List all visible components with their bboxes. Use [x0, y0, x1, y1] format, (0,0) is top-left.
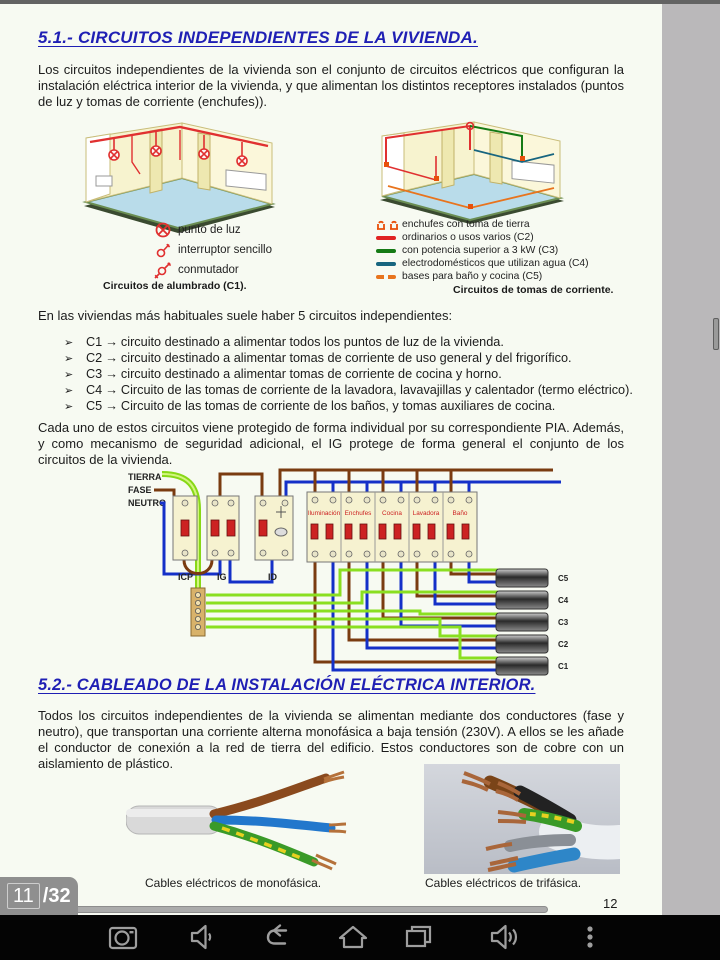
document-page[interactable] [0, 4, 662, 915]
section-5-1-title: 5.1.- CIRCUITOS INDEPENDIENTES DE LA VIVIENDA. [38, 28, 478, 47]
android-navigation-bar [0, 915, 720, 960]
svg-text:C1: C1 [558, 662, 569, 671]
sockets-legend [376, 218, 589, 283]
svg-text:ICP: ICP [178, 572, 194, 582]
circuit-list [64, 335, 633, 415]
svg-text:C2: C2 [558, 640, 569, 649]
current-page-box[interactable]: 11 [7, 883, 40, 909]
svg-text:C3: C3 [558, 618, 569, 627]
blue-line-swatch [376, 262, 396, 266]
list-item: ➢ C3 → circuito destinado a alimentar tomas de corriente de cocina y horno. [64, 367, 502, 381]
svg-text:NEUTRO: NEUTRO [128, 498, 166, 508]
two-way-switch-icon [148, 261, 178, 279]
section-5-1-closing: Cada uno de estos circuitos viene protegido de forma individual por su correspondiente PIA. Además, y como mecanismo de seguridad adicional, el IG protege de forma general el conjunto de los circuitos de la vivienda. [38, 420, 624, 467]
list-item: ➢ C5 → Circuito de las tomas de corriente de los baños, y tomas auxiliares de cocina. [64, 399, 556, 413]
svg-text:Lavadora: Lavadora [412, 510, 440, 517]
home-icon[interactable] [335, 919, 371, 955]
recent-apps-icon[interactable] [400, 919, 436, 955]
svg-text:Cocina: Cocina [382, 510, 402, 517]
legend-item: electrodomésticos que utilizan agua (C4) [376, 257, 589, 270]
lighting-caption: Circuitos de alumbrado (C1). [103, 280, 247, 292]
volume-up-icon[interactable] [487, 919, 523, 955]
single-phase-cable-image [126, 770, 348, 872]
svg-text:FASE: FASE [128, 485, 152, 495]
sockets-caption: Circuitos de tomas de corriente. [453, 284, 614, 296]
earthed-plug-icon [376, 219, 402, 230]
svg-text:Iluminación: Iluminación [307, 510, 341, 517]
list-item: ➢ C1 → circuito destinado a alimentar todos los puntos de luz de la vivienda. [64, 335, 504, 349]
legend-item: punto de luz [148, 220, 272, 240]
svg-text:ID: ID [268, 572, 277, 582]
svg-text:Enchufes: Enchufes [344, 510, 372, 517]
list-item: ➢ C4 → Circuito de las tomas de corriente de la lavadora, lavavajillas y calentador (termo eléctrico). [64, 383, 633, 397]
legend-item: con potencia superior a 3 kW (C3) [376, 244, 589, 257]
svg-text:Baño: Baño [452, 510, 468, 517]
menu-icon[interactable] [572, 919, 608, 955]
orange-dashed-swatch [376, 275, 396, 279]
red-line-swatch [376, 236, 396, 240]
section-5-2-intro: Todos los circuitos independientes de la vivienda se alimentan mediante dos conductores (fase y neutro), que transportan una corriente alterna monofásica a baja tensión (230V). A ellos se les añade el conductor de conexión a la red de tierra del edificio. Estos conductores son de cobre con un aislamiento de plástico. [38, 708, 624, 771]
page-indicator-badge[interactable] [0, 877, 78, 915]
three-phase-cable-image [424, 764, 620, 874]
list-item: ➢ C2 → circuito destinado a alimentar tomas de corriente de uso general y del frigorífico. [64, 351, 572, 365]
section-5-1-intro: Los circuitos independientes de la vivienda son el conjunto de circuitos eléctricos que configuran la instalación eléctrica interior de la vivienda, y que alimentan los distintos receptores instalados (puntos de luz y tomas de corriente (enchufes)). [38, 62, 624, 109]
distribution-panel-diagram [100, 462, 660, 676]
screenshot-icon[interactable] [105, 919, 141, 955]
legend-item: bases para baño y cocina (C5) [376, 270, 589, 283]
back-icon[interactable] [260, 919, 296, 955]
svg-text:IG: IG [217, 572, 227, 582]
three-phase-caption: Cables eléctricos de trifásica. [425, 876, 582, 890]
svg-text:C4: C4 [558, 596, 569, 605]
volume-down-icon[interactable] [184, 919, 220, 955]
legend-item: interruptor sencillo [148, 240, 272, 260]
single-switch-icon [148, 241, 178, 259]
green-line-swatch [376, 249, 396, 253]
lighting-legend [148, 220, 272, 280]
reading-progress-bar[interactable] [2, 906, 548, 913]
svg-text:TIERRA: TIERRA [128, 472, 162, 482]
legend-item: enchufes con toma de tierra [376, 218, 589, 231]
section-5-2-title: 5.2.- CABLEADO DE LA INSTALACIÓN ELÉCTRICA INTERIOR. [38, 676, 536, 694]
lamp-icon [148, 221, 178, 239]
circuit-list-intro: En las viviendas más habituales suele haber 5 circuitos independientes: [38, 308, 453, 323]
legend-item: ordinarios o usos varios (C2) [376, 231, 589, 244]
single-phase-caption: Cables eléctricos de monofásica. [145, 876, 322, 890]
total-pages-label: /32 [42, 884, 71, 907]
printed-page-number: 12 [603, 896, 618, 911]
svg-text:C5: C5 [558, 574, 569, 583]
scrollbar-thumb[interactable] [713, 318, 719, 350]
legend-item: conmutador [148, 260, 272, 280]
socket-circuits-image [372, 116, 570, 228]
